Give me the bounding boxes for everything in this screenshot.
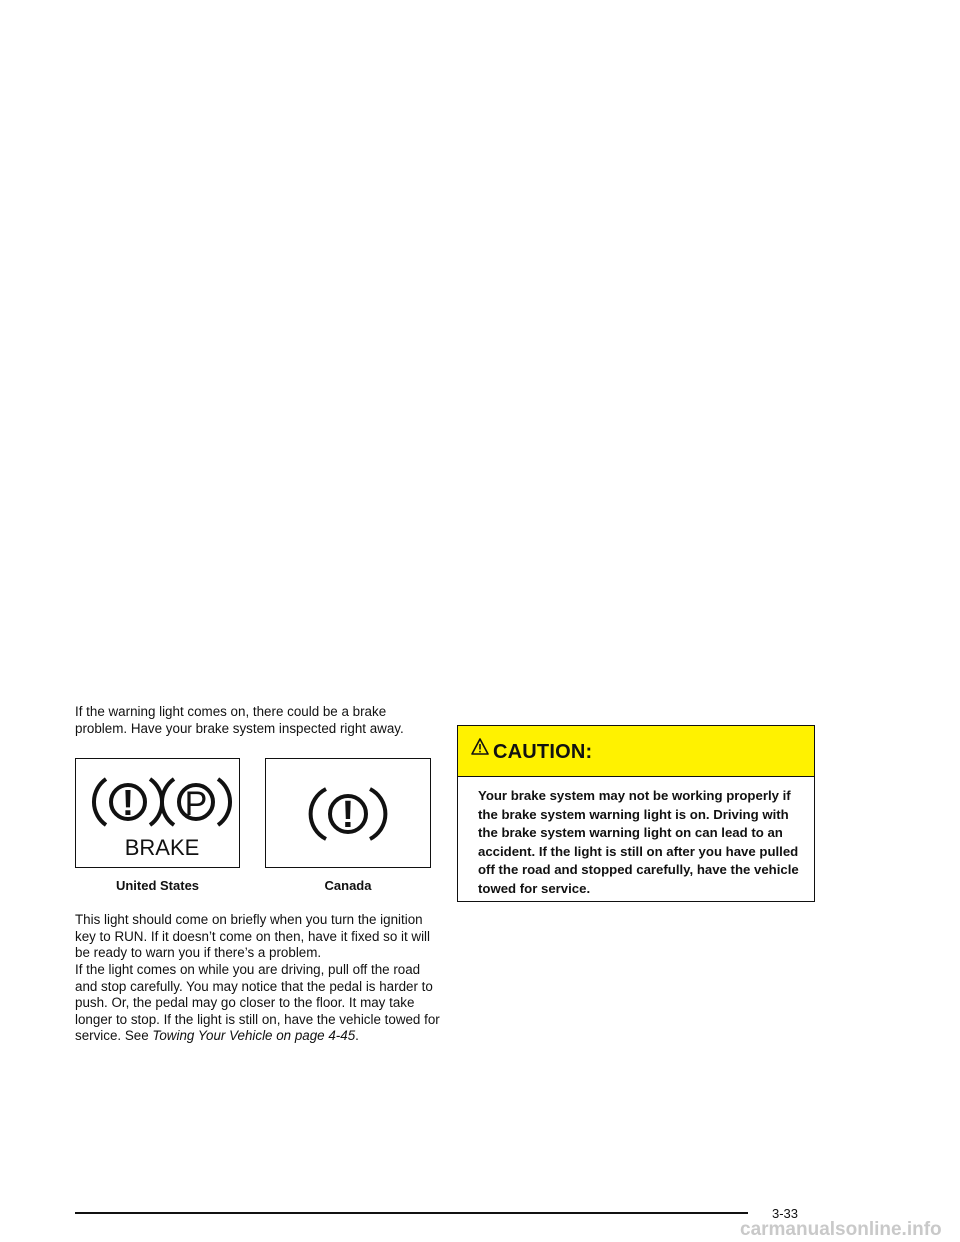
caution-box <box>457 725 815 902</box>
paragraph-driving-end: . <box>355 1028 359 1043</box>
figure-brake-canada <box>265 758 431 868</box>
brake-word: BRAKE <box>124 835 200 860</box>
caution-text: Your brake system may not be working properly if the brake system warning light is on. Driving with the brake system warning light on can lead to an accident. If the light is still on after you have pulled off the road and stopped carefully, have the vehicle towed for service. <box>478 788 799 896</box>
exclaim-glyph: ! <box>122 782 134 823</box>
warning-triangle-icon <box>471 738 489 756</box>
page-number: 3-33 <box>772 1206 799 1221</box>
figure-label-canada: Canada <box>324 878 372 893</box>
figure-brake-us <box>75 758 240 868</box>
intro-paragraph: If the warning light comes on, there could be a brake problem. Have your brake system inspected right away. <box>75 704 404 736</box>
caution-header <box>458 726 814 777</box>
figure-label-us: United States <box>115 878 200 893</box>
exclaim-glyph: ! <box>341 794 355 836</box>
paragraph-driving-text: If the light comes on while you are driving, pull off the road and stop carefully. You may notice that the pedal is harder to push. Or, the pedal may go closer to the floor. It may take longer to stop. If the light is still on, have the vehicle towed for service. See <box>75 962 440 1043</box>
caution-title: CAUTION: <box>493 741 593 763</box>
brake-warning-canada-icon <box>266 759 432 869</box>
towing-link[interactable]: Towing Your Vehicle on page 4-45 <box>152 1028 356 1043</box>
brake-warning-us-icon <box>76 759 241 869</box>
park-glyph: P <box>184 785 208 823</box>
paragraph-driving <box>75 962 440 1045</box>
paragraph-ignition: This light should come on briefly when you turn the ignition key to RUN. If it doesn’t come on then, have it fixed so it will be ready to warn you if there’s a problem. <box>75 912 431 960</box>
watermark: carmanualsonline.info <box>740 1219 942 1240</box>
footer-rule <box>75 1212 748 1214</box>
